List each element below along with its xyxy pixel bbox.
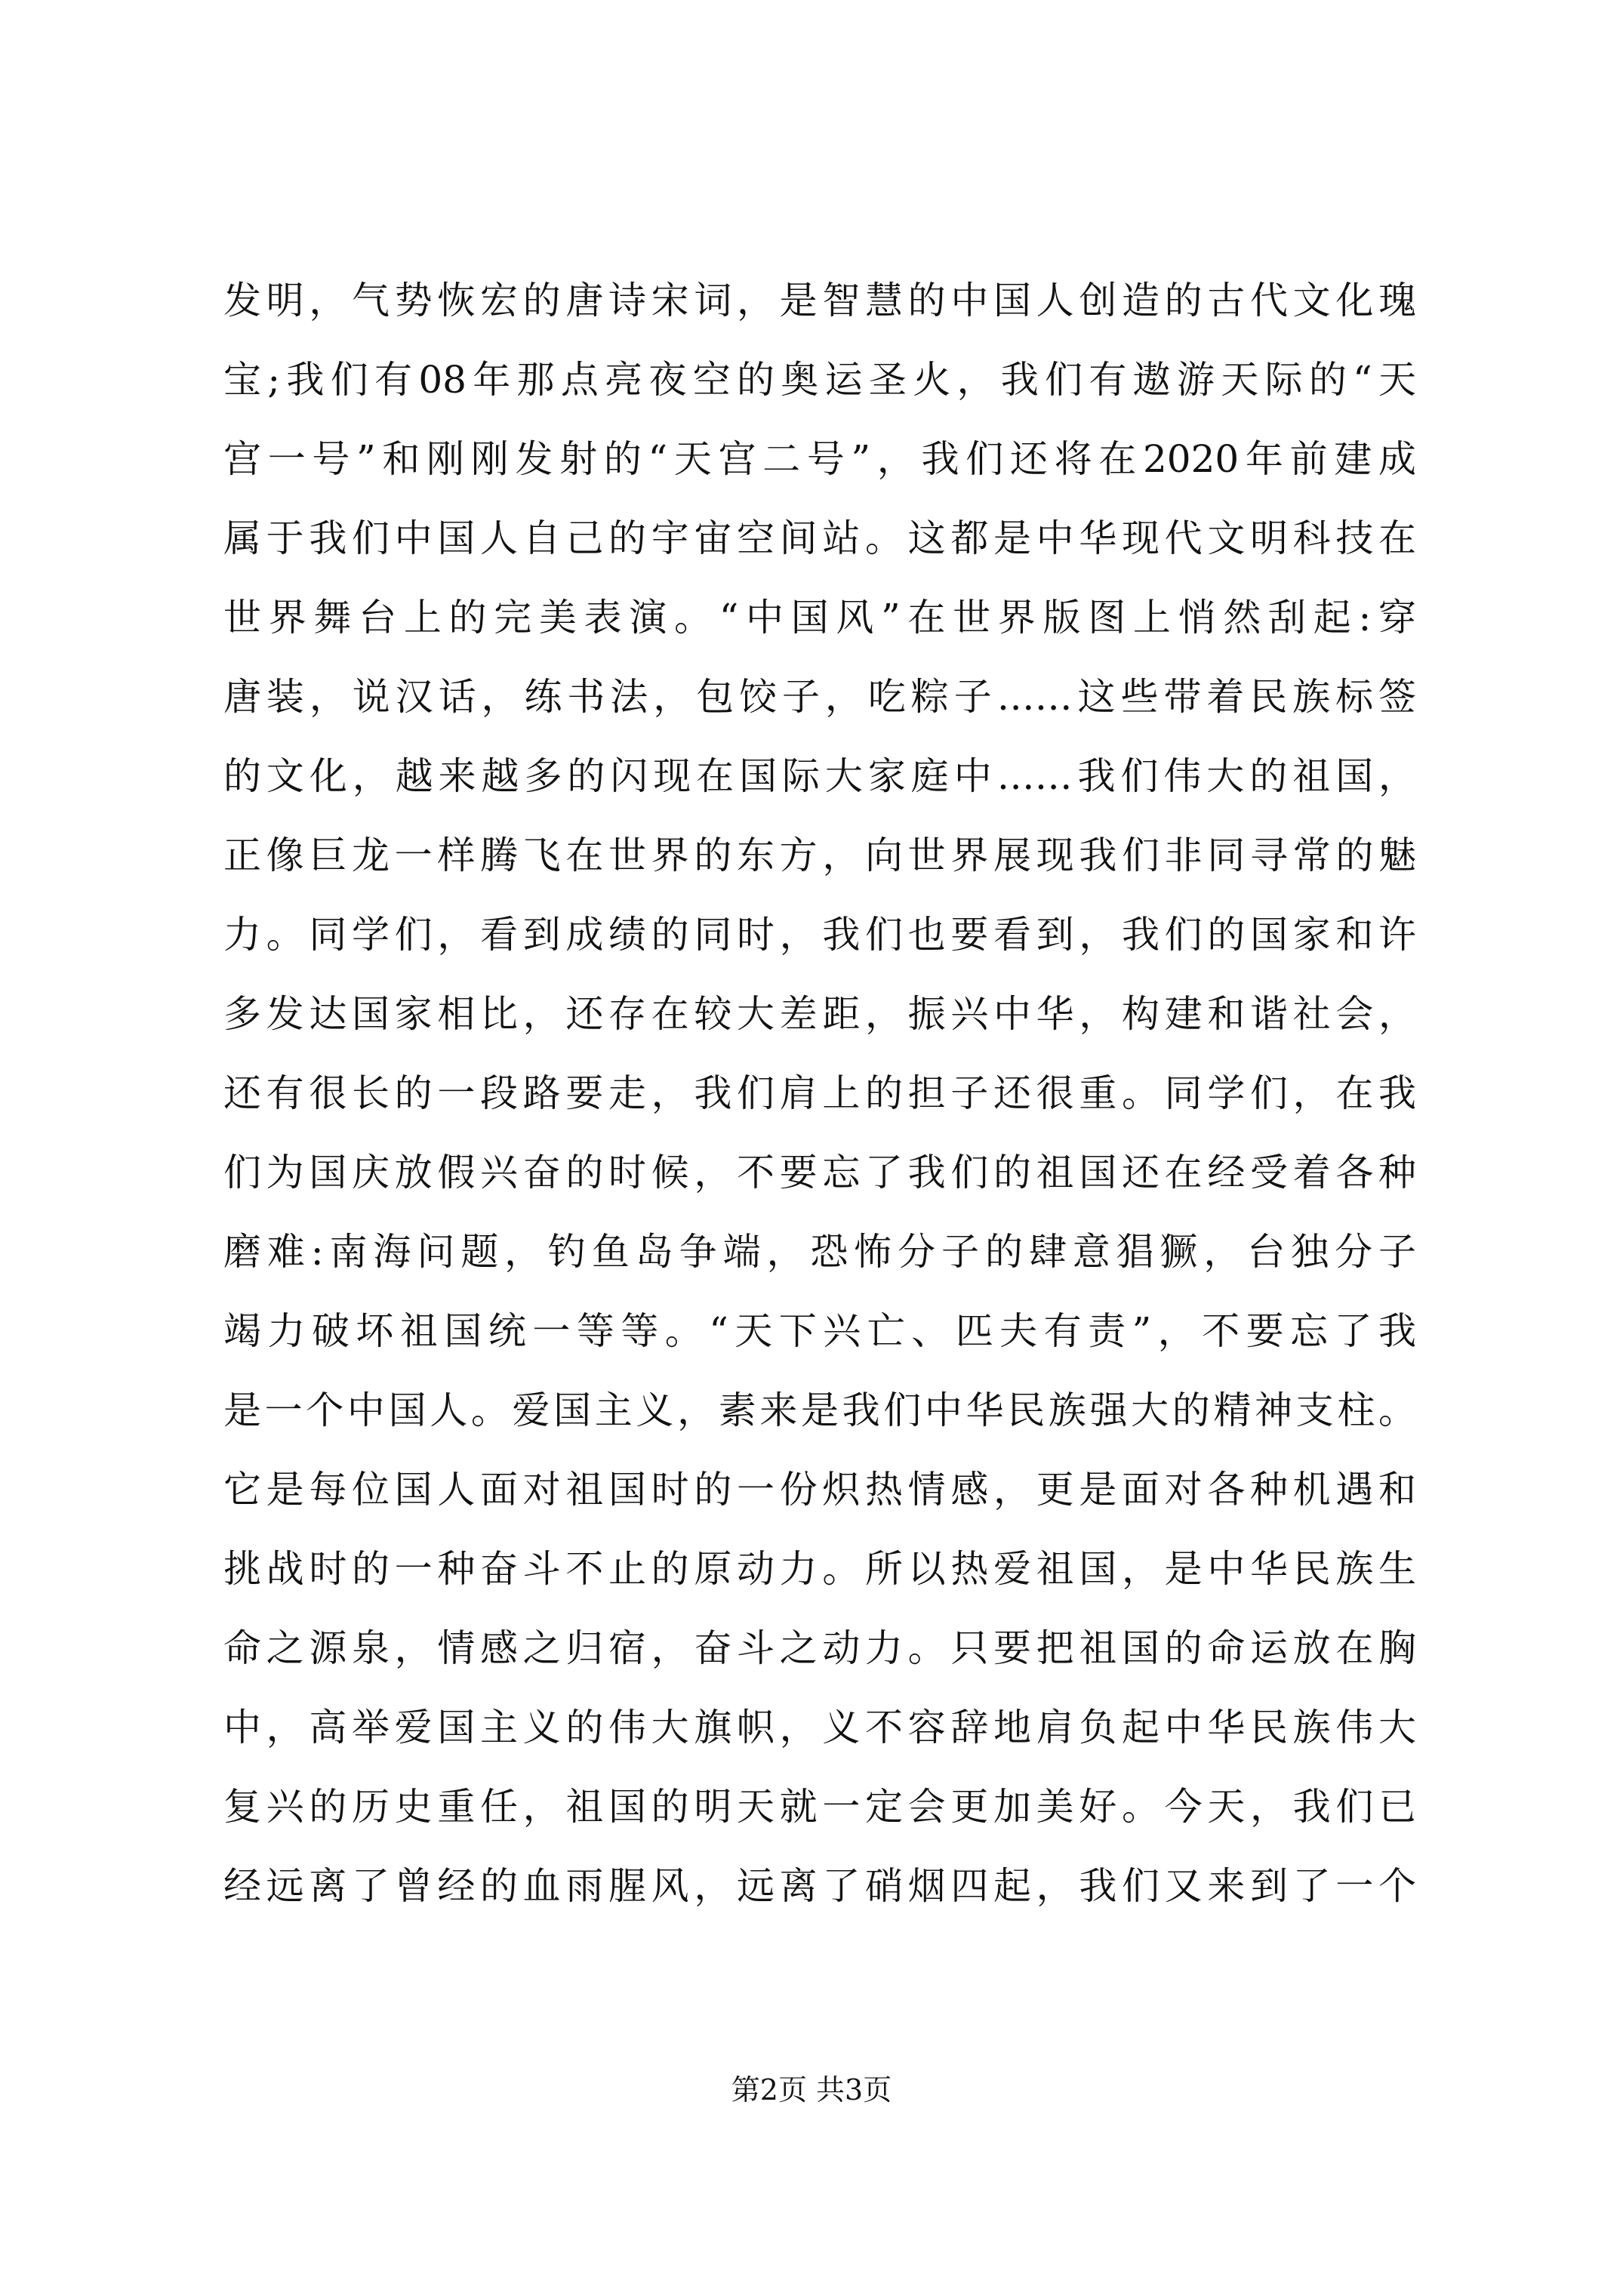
text-line: 多发达国家相比，还存在较大差距，振兴中华，构建和谐社会， — [223, 992, 1416, 1036]
text-line: 它是每位国人面对祖国时的一份炽热情感，更是面对各种机遇和 — [223, 1468, 1416, 1512]
text-line: 中，高举爱国主义的伟大旗帜，义不容辞地肩负起中华民族伟大 — [223, 1706, 1416, 1749]
text-line: 们为国庆放假兴奋的时候，不要忘了我们的祖国还在经受着各种 — [223, 1151, 1416, 1194]
document-body — [223, 261, 1416, 1926]
text-line: 复兴的历史重任，祖国的明天就一定会更加美好。今天，我们已 — [223, 1785, 1416, 1829]
text-line: 的文化，越来越多的闪现在国际大家庭中……我们伟大的祖国， — [223, 754, 1416, 798]
text-line: 挑战时的一种奋斗不止的原动力。所以热爱祖国，是中华民族生 — [223, 1547, 1416, 1591]
text-line: 经远离了曾经的血雨腥风，远离了硝烟四起，我们又来到了一个 — [223, 1864, 1416, 1908]
text-line: 是一个中国人。爱国主义，素来是我们中华民族强大的精神支柱。 — [223, 1388, 1416, 1432]
page-number-footer: 第2页 共3页 — [731, 2073, 892, 2106]
text-line: 竭力破坏祖国统一等等。“天下兴亡、匹夫有责”，不要忘了我 — [223, 1309, 1416, 1353]
text-line: 发明，气势恢宏的唐诗宋词，是智慧的中国人创造的古代文化瑰 — [223, 279, 1416, 322]
text-line: 宫一号”和刚刚发射的“天宫二号”，我们还将在2020年前建成 — [223, 437, 1416, 481]
text-line: 世界舞台上的完美表演。“中国风”在世界版图上悄然刮起:穿 — [223, 596, 1416, 639]
text-line: 正像巨龙一样腾飞在世界的东方，向世界展现我们非同寻常的魅 — [223, 834, 1416, 877]
text-line: 宝;我们有08年那点亮夜空的奥运圣火，我们有遨游天际的“天 — [223, 358, 1416, 402]
text-line: 唐装，说汉话，练书法，包饺子，吃粽子……这些带着民族标签 — [223, 675, 1416, 719]
text-line: 力。同学们，看到成绩的同时，我们也要看到，我们的国家和许 — [223, 913, 1416, 957]
text-line: 还有很长的一段路要走，我们肩上的担子还很重。同学们，在我 — [223, 1071, 1416, 1115]
text-line: 命之源泉，情感之归宿，奋斗之动力。只要把祖国的命运放在胸 — [223, 1626, 1416, 1670]
text-line: 属于我们中国人自己的宇宙空间站。这都是中华现代文明科技在 — [223, 516, 1416, 560]
text-line: 磨难:南海问题，钓鱼岛争端，恐怖分子的肆意猖獗，台独分子 — [223, 1230, 1416, 1274]
